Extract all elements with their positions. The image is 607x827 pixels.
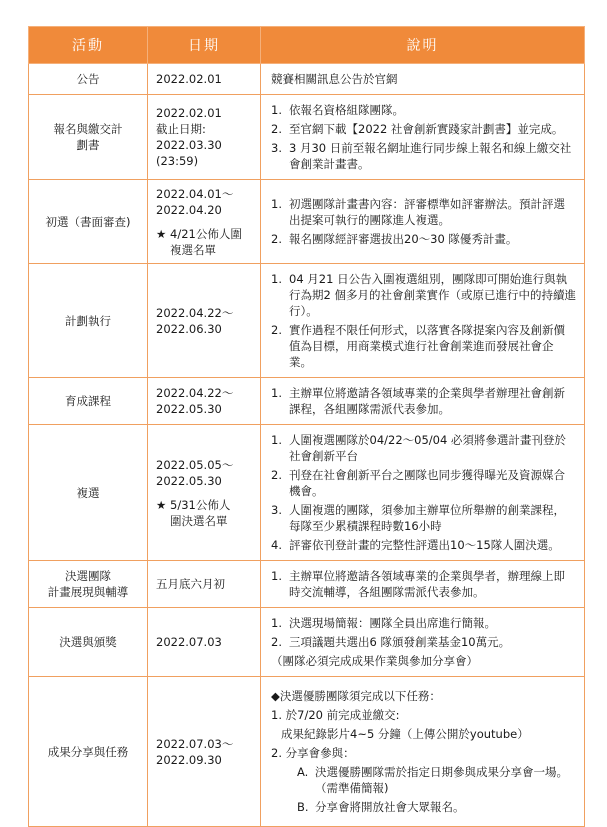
date-line: 2022.06.30 — [156, 321, 222, 336]
date-line: 2022.03.30 — [156, 138, 222, 152]
description-list — [271, 271, 576, 370]
date-line: 2022.02.01 — [156, 106, 222, 120]
sub-item: A. 決選優勝團隊需於指定日期參與成果分享會一場。（需準備簡報) — [297, 765, 568, 795]
date-line: 2022.04.01～ — [156, 186, 234, 201]
date-cell — [148, 264, 261, 378]
date-cell — [148, 561, 261, 608]
date-line: 五月底六月初 — [156, 577, 225, 591]
schedule-table — [28, 26, 585, 827]
description-cell — [261, 378, 585, 425]
description-cell — [261, 561, 585, 608]
star-icon: ★ — [156, 497, 167, 512]
activity-cell: 計劃執行 — [29, 264, 148, 378]
task-item: 1. 於7/20 前完成並繳交: — [271, 708, 400, 722]
activity-label: 報名與繳交計劃書 — [53, 122, 123, 152]
description-cell — [261, 64, 585, 95]
list-item: 1. 主辦單位將邀請各領域專業的企業與學者，辦理線上即時交流輔導，各組團隊需派代表參加。 — [271, 569, 565, 599]
table-row — [29, 425, 585, 561]
date-line: 截止日期: — [156, 122, 206, 136]
list-item: 1. 04 月21 日公告入圍複選組別，團隊即可開始進行與執行為期2 個多月的社會創業實作（或原已進行中的持續進行）。 — [271, 272, 576, 318]
task-item: 2. 分享會參與： — [271, 746, 355, 760]
activity-cell: 公告 — [29, 64, 148, 95]
description-cell — [261, 180, 585, 264]
description-list — [271, 615, 576, 650]
date-line: 2022.04.20 — [156, 202, 222, 217]
date-line: 2022.04.22～ — [156, 386, 234, 400]
list-item: 2. 三項議題共選出6 隊頒發創業基金10萬元。 — [271, 635, 511, 649]
list-item: 3. 3 月30 日前至報名網址進行同步線上報名和線上繳交社會創業計畫書。 — [271, 141, 572, 171]
activity-cell: 決選與頒獎 — [29, 608, 148, 677]
description-cell — [261, 95, 585, 180]
date-line: 2022.04.22～ — [156, 305, 234, 320]
table-row — [29, 95, 585, 180]
list-item: 2. 報名團隊經評審選拔出20～30 隊優秀計畫。 — [271, 232, 518, 246]
activity-cell: 初選（書面審查) — [29, 180, 148, 264]
description-list — [271, 385, 576, 417]
note-text: 4/21公佈人圍 複選名單 — [170, 226, 242, 257]
date-cell — [148, 608, 261, 677]
date-line: 2022.05.30 — [156, 473, 222, 488]
activity-cell: 育成課程 — [29, 378, 148, 425]
table-row — [29, 264, 585, 378]
date-cell — [148, 180, 261, 264]
header-row — [29, 27, 585, 64]
description-list — [271, 196, 576, 247]
table-row — [29, 378, 585, 425]
date-line: 2022.02.01 — [156, 72, 222, 86]
description-list — [271, 568, 576, 600]
announcement-note — [156, 497, 252, 529]
activity-line: 計畫展現與輔導 — [47, 585, 129, 599]
task-heading: ◆決選優勝團隊須完成以下任務： — [271, 689, 441, 703]
activity-cell: 成果分享與任務 — [29, 677, 148, 827]
list-item: 1. 決選現場簡報：團隊全員出席進行簡報。 — [271, 616, 496, 630]
table-row — [29, 64, 585, 95]
list-item: 1. 人圍複選團隊於04/22～05/04 必須將參選計畫刊登於社會創新平台 — [271, 433, 566, 463]
table-row — [29, 677, 585, 827]
header-date: 日期 — [148, 27, 261, 64]
description-list — [271, 432, 576, 553]
star-icon: ★ — [156, 226, 167, 241]
date-cell — [148, 425, 261, 561]
list-item: 2. 至官網下載【2022 社會創新實踐家計劃書】並完成。 — [271, 122, 564, 136]
description-cell — [261, 677, 585, 827]
date-cell — [148, 95, 261, 180]
table-row — [29, 180, 585, 264]
date-cell — [148, 677, 261, 827]
list-item: 2. 刊登在社會創新平台之團隊也同步獲得曝光及資源媒合機會。 — [271, 468, 565, 498]
activity-cell — [29, 95, 148, 180]
description-cell — [261, 264, 585, 378]
list-item: 1. 主辦單位將邀請各領域專業的企業與學者辦理社會創新課程，各組團隊需派代表參加。 — [271, 386, 565, 416]
activity-cell: 複選 — [29, 425, 148, 561]
table-row — [29, 561, 585, 608]
date-line: 2022.07.03～ — [156, 736, 234, 751]
announcement-note — [156, 226, 252, 258]
table-row — [29, 608, 585, 677]
date-line: 2022.05.05～ — [156, 457, 234, 472]
task-detail: 成果紀錄影片4~5 分鐘（上傳公開於youtube） — [281, 727, 529, 741]
description-list — [271, 102, 576, 172]
date-line: (23:59) — [156, 154, 199, 168]
header-description: 說明 — [261, 27, 585, 64]
date-cell — [148, 64, 261, 95]
date-line: 2022.05.30 — [156, 402, 222, 416]
list-item: 3. 人圍複選的團隊，須參加主辦單位所舉辦的創業課程，每隊至少累積課程時數16小時 — [271, 503, 565, 533]
list-item: 4. 評審依刊登計畫的完整性評選出10～15隊人圍決選。 — [271, 538, 560, 552]
description-text: 競賽相關訊息公告於官網 — [271, 72, 398, 86]
date-line: 2022.07.03 — [156, 635, 222, 649]
footnote: （團隊必須完成成果作業與參加分享會） — [271, 654, 478, 668]
note-text: 5/31公佈人 圍決選名單 — [170, 497, 231, 528]
description-cell — [261, 608, 585, 677]
description-cell — [261, 425, 585, 561]
date-line: 2022.09.30 — [156, 752, 222, 767]
activity-cell — [29, 561, 148, 608]
schedule-table-wrapper — [28, 26, 584, 827]
sub-item: B. 分享會將開放社會大眾報名。 — [297, 800, 465, 814]
header-activity: 活動 — [29, 27, 148, 64]
list-item: 2. 實作過程不限任何形式，以落實各隊提案內容及創新價值為目標，用商業模式進行社會創業進而發展社會企業。 — [271, 323, 565, 369]
list-item: 1. 初選團隊計畫書內容：評審標準如評審辦法。預計評選出提案可執行的團隊進人複選。 — [271, 197, 565, 227]
date-cell — [148, 378, 261, 425]
activity-line: 決選團隊 — [65, 569, 111, 583]
list-item: 1. 依報名資格組隊團隊。 — [271, 103, 404, 117]
